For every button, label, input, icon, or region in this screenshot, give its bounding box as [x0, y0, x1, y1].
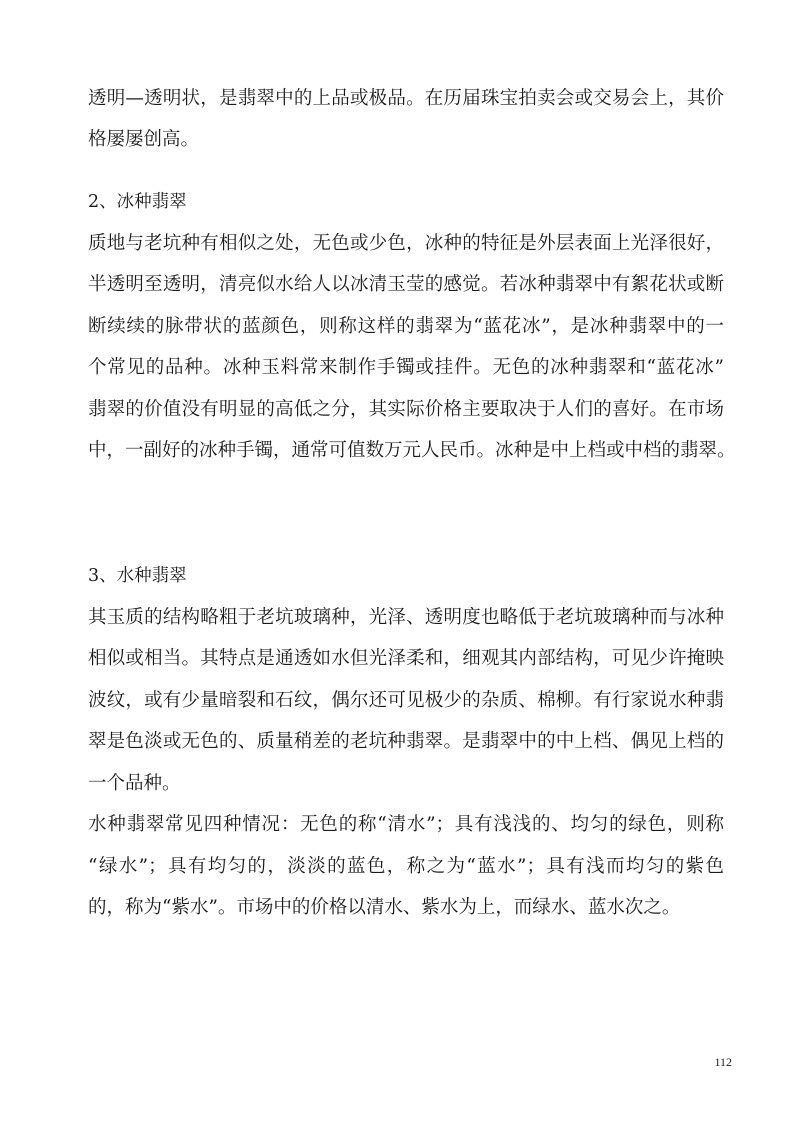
body-text-line: 半透明至透明，清亮似水给人以冰清玉莹的感觉。若冰种翡翠中有絮花状或断 — [88, 274, 724, 295]
body-text-line: 质地与老坑种有相似之处，无色或少色，冰种的特征是外层表面上光泽很好， — [88, 233, 724, 254]
body-text-line: “绿水”；具有均匀的，淡淡的蓝色，称之为“蓝水”；具有浅而均匀的紫色 — [88, 856, 724, 877]
section-heading-bing-zhong: 2、冰种翡翠 — [88, 192, 187, 212]
page-number: 112 — [714, 1055, 732, 1069]
body-text-line: 翡翠的价值没有明显的高低之分，其实际价格主要取决于人们的喜好。在市场 — [88, 399, 724, 420]
body-text-line: 透明—透明状，是翡翠中的上品或极品。在历届珠宝拍卖会或交易会上，其价 — [88, 88, 724, 109]
body-text-line: 断续续的脉带状的蓝颜色，则称这样的翡翠为“蓝花冰”，是冰种翡翠中的一 — [88, 316, 724, 337]
body-text-line: 一个品种。 — [88, 773, 181, 794]
body-text-line: 水种翡翠常见四种情况：无色的称“清水”；具有浅浅的、均匀的绿色，则称 — [88, 814, 724, 835]
body-text-line: 翠是色淡或无色的、质量稍差的老坑种翡翠。是翡翠中的中上档、偶见上档的 — [88, 731, 724, 752]
body-text-line: 格屡屡创高。 — [88, 129, 200, 150]
body-text-line: 其玉质的结构略粗于老坑玻璃种，光泽、透明度也略低于老坑玻璃种而与冰种 — [88, 607, 724, 628]
body-text-line: 相似或相当。其特点是通透如水但光泽柔和，细观其内部结构，可见少许掩映 — [88, 648, 724, 669]
body-text-line: 个常见的品种。冰种玉料常来制作手镯或挂件。无色的冰种翡翠和“蓝花冰” — [88, 357, 724, 378]
section-heading-shui-zhong: 3、水种翡翠 — [88, 566, 187, 586]
body-text-line: 波纹，或有少量暗裂和石纹，偶尔还可见极少的杂质、棉柳。有行家说水种翡 — [88, 690, 724, 711]
body-text-line: 的，称为“紫水”。市场中的价格以清水、紫水为上，而绿水、蓝水次之。 — [88, 897, 681, 918]
body-text-line: 中，一副好的冰种手镯，通常可值数万元人民币。冰种是中上档或中档的翡翠。 — [88, 440, 736, 461]
